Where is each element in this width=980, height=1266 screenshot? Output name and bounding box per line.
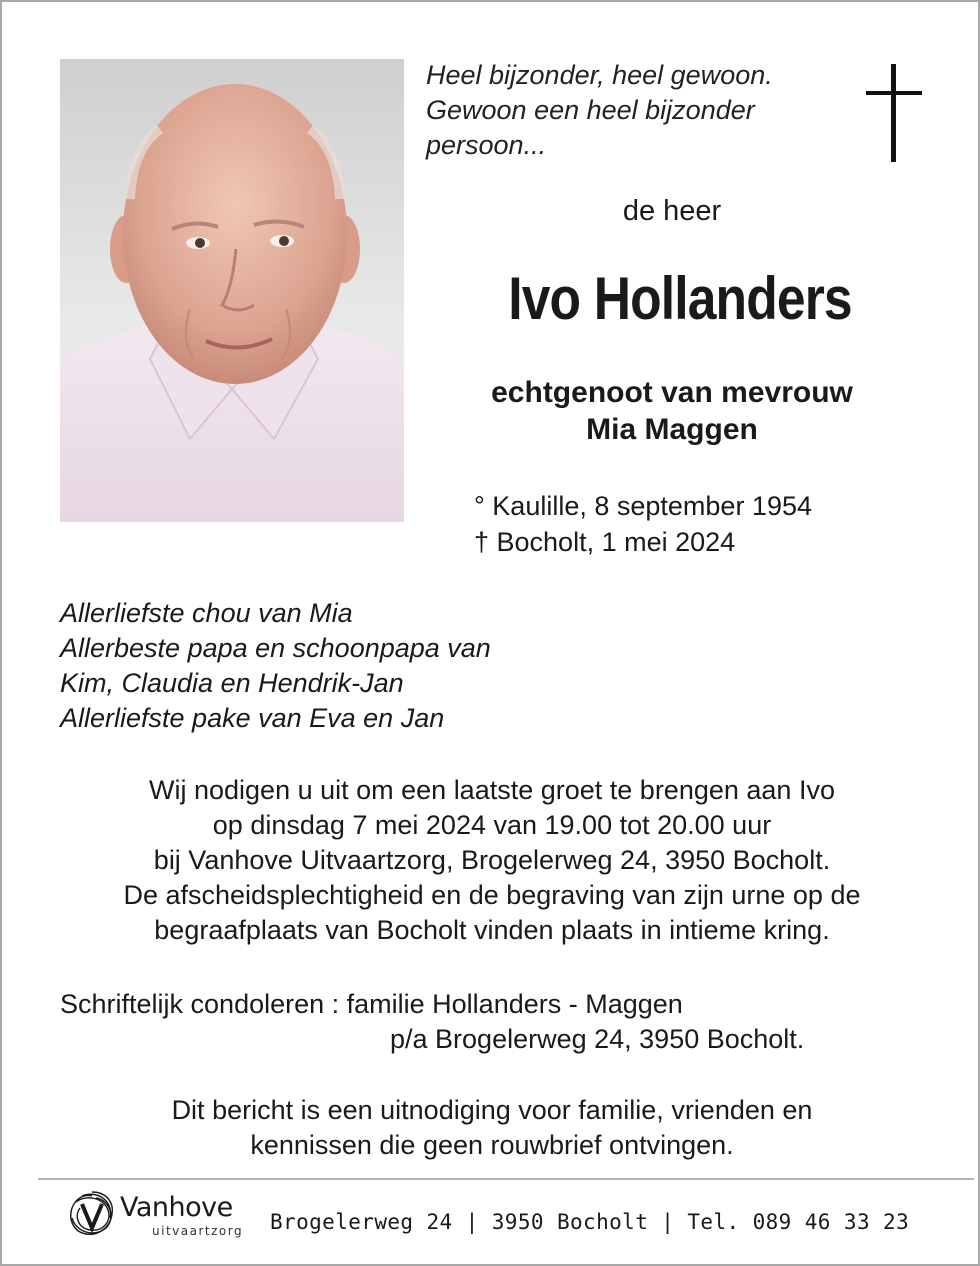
family-line: Allerliefste chou van Mia <box>60 598 353 628</box>
portrait-photo <box>60 59 404 522</box>
invitation-text <box>22 773 962 948</box>
family-line: Allerliefste pake van Eva en Jan <box>60 703 445 733</box>
logo-subtitle: uitvaartzorg <box>152 1224 244 1238</box>
condolence-line-2: p/a Brogelerweg 24, 3950 Bocholt. <box>390 1024 805 1054</box>
spouse-line-2: Mia Maggen <box>586 413 758 446</box>
family-lines <box>60 596 491 736</box>
invitation-line: bij Vanhove Uitvaartzorg, Brogelerweg 24, 3950 Bocholt. <box>153 845 831 875</box>
deceased-name: Ivo Hollanders <box>508 265 852 332</box>
footer-address: Brogelerweg 24 | 3950 Bocholt | Tel. 089 46 33 23 <box>270 1210 910 1234</box>
death-date: † Bocholt, 1 mei 2024 <box>474 527 736 557</box>
family-line: Kim, Claudia en Hendrik-Jan <box>60 668 404 698</box>
invitation-line: Wij nodigen u uit om een laatste groet te brengen aan Ivo <box>149 775 835 805</box>
invitation-line: op dinsdag 7 mei 2024 van 19.00 tot 20.00 uur <box>212 810 772 840</box>
spouse-line-1: echtgenoot van mevrouw <box>491 376 853 409</box>
condolence-line-1: Schriftelijk condoleren : familie Hollanders - Maggen <box>60 989 683 1019</box>
vanhove-logo-icon <box>66 1188 118 1240</box>
life-dates <box>474 488 812 560</box>
notice-line: kennissen die geen rouwbrief ontvingen. <box>250 1130 734 1160</box>
title-prefix: de heer <box>622 195 722 227</box>
logo-name: Vanhove <box>120 1192 233 1223</box>
birth-date: ° Kaulille, 8 september 1954 <box>474 491 813 521</box>
family-line: Allerbeste papa en schoonpapa van <box>60 633 491 663</box>
spouse-block <box>422 374 922 448</box>
poem-quote: Heel bijzonder, heel gewoon. Gewoon een heel bijzonder persoon... <box>426 60 773 160</box>
vanhove-logo <box>66 1188 266 1244</box>
invitation-line: De afscheidsplechtigheid en de begraving van zijn urne op de <box>123 880 861 910</box>
notice-text <box>22 1093 962 1163</box>
footer-divider <box>38 1178 974 1180</box>
cross-icon <box>864 64 924 162</box>
invitation-line: begraafplaats van Bocholt vinden plaats in intieme kring. <box>154 915 830 945</box>
notice-line: Dit bericht is een uitnodiging voor familie, vrienden en <box>171 1095 813 1125</box>
